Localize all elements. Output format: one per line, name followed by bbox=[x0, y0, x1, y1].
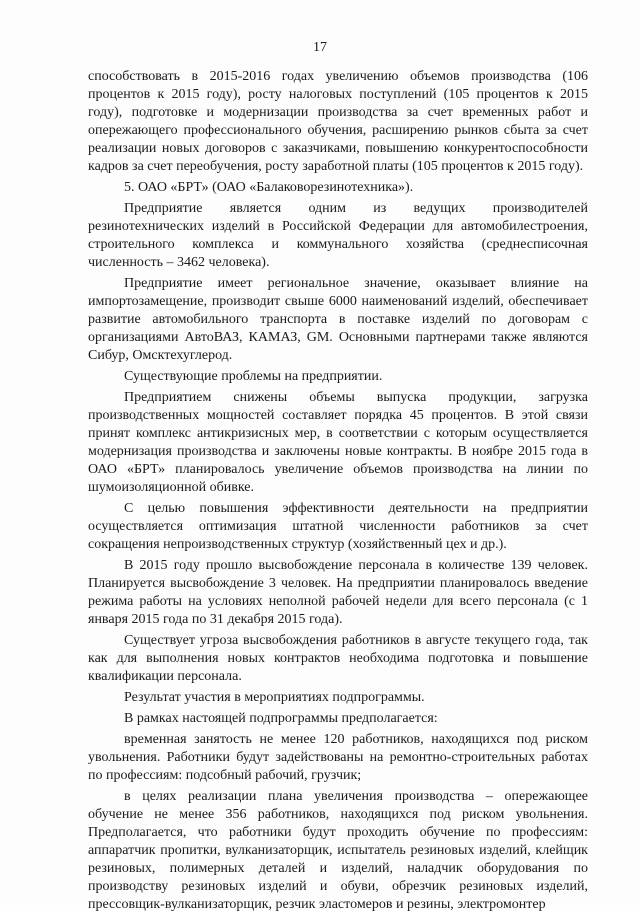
paragraph-result-heading: Результат участия в мероприятиях подпрограммы. bbox=[124, 690, 425, 705]
paragraph-production-decline: Предприятием снижены объемы выпуска продукции, загрузка производственных мощностей составляет порядка 45 процентов. В этой связи принят комплекс антикризисных мер, в соответствии с которым осуществляется модернизация производства и заключены новые контракты. В ноябре 2015 года в ОАО «БРТ» планировалось увеличение объемов производства на линии по шумоизоляционной обивке. bbox=[88, 390, 588, 495]
paragraph-regional-significance: Предприятие имеет региональное значение, оказывает влияние на импортозамещение, производит свыше 6000 наименований изделий, обеспечивает развитие автомобильного транспорта в поставке изделий по договорам с организациями АвтоВАЗ, КАМАЗ, GM. Основными партнерами также являются Сибур, Омсктехуглерод. bbox=[88, 276, 588, 363]
paragraph-release-threat: Существует угроза высвобождения работников в августе текущего года, так как для выполнения новых контрактов необходима подготовка и повышение квалификации персонала. bbox=[88, 633, 588, 684]
page-number: 17 bbox=[313, 40, 327, 55]
paragraph-continuation: способствовать в 2015-2016 годах увеличению объемов производства (106 процентов к 2015 году), росту налоговых поступлений (105 процентов к 2015 году), подготовке и модернизации производства за счет временных работ и опережающего профессионального обучения, расширению рынков сбыта за счет реализации новых договоров с заказчиками, повышению конкурентоспособности кадров за счет переобучения, росту заработной платы (105 процентов к 2015 году). bbox=[88, 69, 588, 174]
paragraph-company-description: Предприятие является одним из ведущих производителей резинотехнических изделий в Российской Федерации для автомобилестроения, строительного комплекса и коммунального хозяйства (среднесписочная численность – 3462 человека). bbox=[88, 201, 588, 270]
paragraph-advanced-training: в целях реализации плана увеличения производства – опережающее обучение не менее 356 работников, находящихся под риском увольнения. Предполагается, что работники будут проходить обучение по профессиям: аппаратчик пропитки, вулканизаторщик, испытатель резиновых изделий, клейщик резиновых, полимерных деталей и изделий, наладчик оборудования по производству резиновых изделий и обуви, обрезчик резиновых изделий, прессовщик-вулканизаторщик, резчик эластомеров и резины, электромонтер bbox=[88, 789, 588, 912]
paragraph-subprogram-intro: В рамках настоящей подпрограммы предполагается: bbox=[124, 711, 438, 726]
paragraph-section-heading: 5. ОАО «БРТ» (ОАО «Балаковорезинотехника»). bbox=[124, 180, 414, 195]
paragraph-temporary-employment: временная занятость не менее 120 работников, находящихся под риском увольнения. Работники будут задействованы на ремонтно-строительных работах по профессиям: подсобный рабочий, грузчик; bbox=[88, 732, 588, 783]
document-body bbox=[88, 68, 588, 917]
paragraph-problems-heading: Существующие проблемы на предприятии. bbox=[124, 369, 383, 384]
paragraph-staff-optimization: С целью повышения эффективности деятельности на предприятии осуществляется оптимизация штатной численности работников за счет сокращения непроизводственных структур (хозяйственный цех и др.). bbox=[88, 501, 588, 552]
paragraph-personnel-release: В 2015 году прошло высвобождение персонала в количестве 139 человек. Планируется высвобождение 3 человек. На предприятии планировалось введение режима работы на условиях неполной рабочей недели для всего персонала (с 1 января 2015 года по 31 декабря 2015 года). bbox=[88, 558, 588, 627]
